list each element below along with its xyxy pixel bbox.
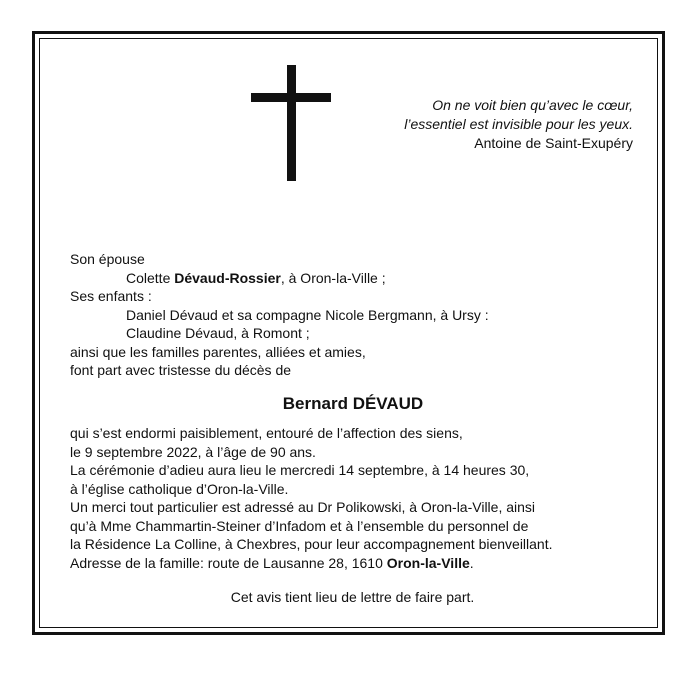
address-line	[70, 554, 640, 573]
death-line-1: qui s’est endormi paisiblement, entouré de l’affection des siens,	[70, 425, 463, 441]
spouse-surname: Dévaud-Rossier	[174, 269, 281, 286]
spouse-label: Son épouse	[70, 251, 145, 267]
thanks-line-1: Un merci tout particulier est adressé au Dr Polikowski, à Oron-la-Ville, ainsi	[70, 499, 536, 515]
spouse-line	[70, 269, 640, 288]
quote-line-2: l’essentiel est invisible pour les yeux.	[404, 116, 633, 132]
deceased-name: Bernard DÉVAUD	[282, 393, 424, 413]
child-1: Daniel Dévaud et sa compagne Nicole Bergmann, à Ursy :	[126, 306, 489, 323]
ceremony-line-1: La cérémonie d’adieu aura lieu le mercredi 14 septembre, à 14 heures 30,	[70, 462, 530, 478]
address-prefix: Adresse de la famille: route de Lausanne 28, 1610	[70, 554, 387, 571]
death-line-2: le 9 septembre 2022, à l’âge de 90 ans.	[70, 443, 316, 460]
quote-line-1: On ne voit bien qu’avec le cœur,	[432, 97, 633, 113]
obituary-body	[70, 250, 640, 607]
address-suffix: .	[469, 554, 474, 571]
quote-author: Antoine de Saint-Exupéry	[474, 135, 633, 151]
spouse-name: Colette	[126, 269, 175, 286]
closing-line: Cet avis tient lieu de lettre de faire part.	[230, 589, 475, 605]
cross-icon-horizontal	[251, 93, 331, 102]
children-label: Ses enfants :	[70, 288, 152, 304]
cross-icon-vertical	[287, 65, 296, 181]
epigraph-quote	[404, 96, 633, 153]
thanks-line-3: la Résidence La Colline, à Chexbres, pour leur accompagnement bienveillant.	[70, 536, 553, 552]
child-2: Claudine Dévaud, à Romont ;	[126, 325, 310, 341]
thanks-line-2: qu’à Mme Chammartin-Steiner d’Infadom et à l’ensemble du personnel de	[70, 517, 529, 534]
spouse-location: , à Oron-la-Ville ;	[280, 269, 386, 286]
address-town: Oron-la-Ville	[386, 554, 470, 571]
ceremony-line-2: à l’église catholique d’Oron-la-Ville.	[70, 480, 289, 497]
announce-line: font part avec tristesse du décès de	[70, 362, 292, 378]
families-line: ainsi que les familles parentes, alliées et amies,	[70, 343, 366, 360]
